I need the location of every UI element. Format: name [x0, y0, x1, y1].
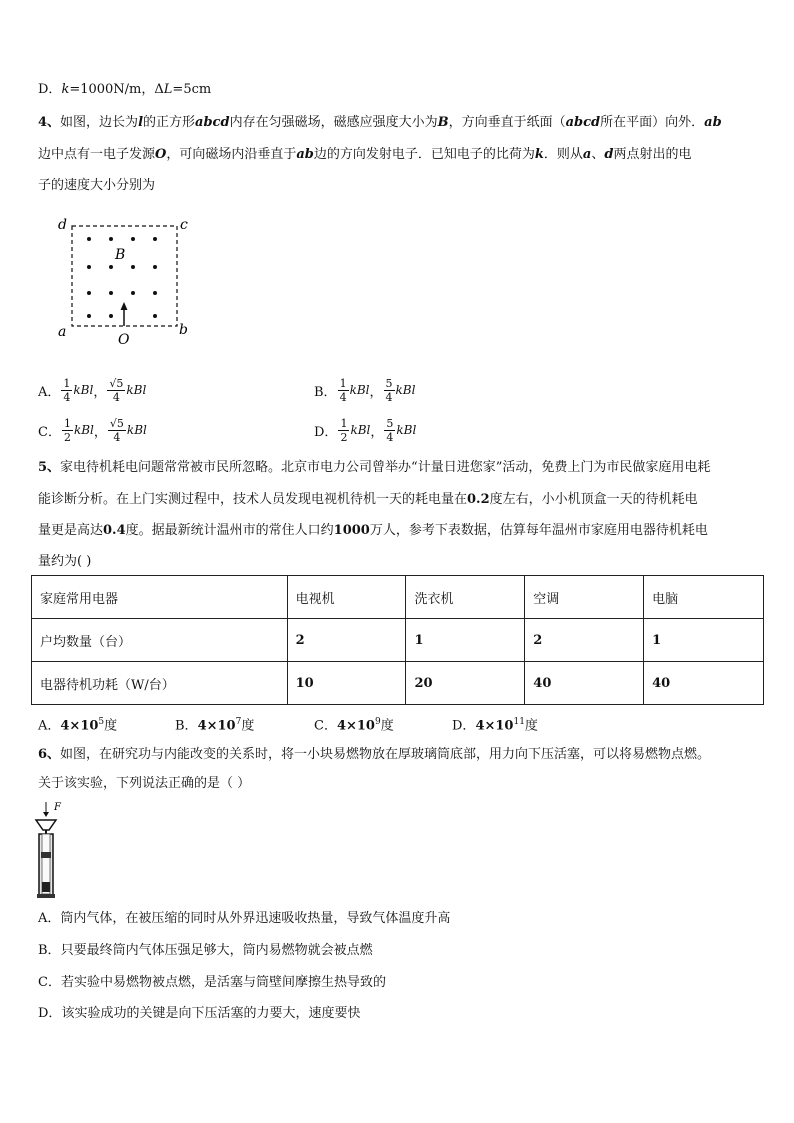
text: 边的方向发射电子．已知电子的比荷为	[313, 147, 535, 162]
text: 内存在匀强磁场，磁感应强度大小为	[229, 115, 438, 130]
text: 量约为( )	[38, 554, 92, 569]
force-arrow-head	[43, 812, 49, 817]
text: 度左右，小小机顶盒一天的待机耗电	[489, 492, 698, 507]
denominator: 4	[386, 430, 394, 444]
label-b: b	[179, 322, 188, 338]
option-label: B．	[38, 943, 61, 958]
row-label: 户均数量（台）	[32, 619, 288, 662]
separator: ，	[93, 384, 107, 400]
q6-option-a[interactable]	[38, 909, 763, 929]
label-F: F	[54, 802, 61, 813]
option-label: C．	[314, 718, 337, 734]
q4-stem-line1	[38, 113, 763, 133]
q6-stem-line2	[38, 774, 763, 794]
text: 量更是高达	[38, 523, 104, 538]
table-cell: 1	[406, 619, 525, 662]
piston-handle	[36, 820, 56, 830]
fraction	[62, 417, 73, 444]
option-label: A．	[38, 911, 61, 926]
table-cell: 40	[644, 662, 764, 705]
unit: kBl	[350, 423, 371, 437]
text: ．则从	[543, 147, 583, 162]
denominator: 2	[340, 430, 348, 444]
var: k	[534, 147, 544, 162]
option-text: 若实验中易燃物被点燃，是活塞与筒壁间摩擦生热导致的	[60, 975, 386, 990]
q5-stem-line4	[38, 552, 763, 572]
text: 所在平面）向外．	[600, 115, 705, 130]
k-value: =1000N/m，Δ	[69, 82, 164, 97]
numerator: √5	[109, 376, 124, 390]
text: 能诊断分析。在上门实测过程中，技术人员发现电视机待机一天的耗电量在	[38, 492, 468, 507]
fraction	[384, 377, 395, 404]
q5-stem-line3	[38, 521, 763, 541]
label-a: a	[58, 324, 67, 340]
option-text: 该实验成功的关键是向下压活塞的力要大，速度要快	[61, 1006, 361, 1021]
text: ，可向磁场内沿垂直于	[166, 147, 297, 162]
q4-option-c[interactable]	[38, 408, 147, 452]
option-label: A．	[38, 718, 61, 734]
q4-stem-line2	[38, 145, 763, 165]
q5-stem-line1	[38, 458, 763, 478]
option-label: B．	[175, 718, 198, 734]
cylinder-base	[37, 894, 55, 898]
table-row	[32, 662, 764, 705]
header-cell: 空调	[525, 576, 644, 619]
var: ab	[704, 115, 722, 130]
var: ab	[296, 147, 314, 162]
q4-option-a[interactable]	[38, 368, 146, 412]
numerator: 1	[63, 376, 71, 390]
fraction	[108, 417, 126, 444]
option-label: D．	[314, 424, 338, 440]
var: l	[138, 115, 144, 130]
var: d	[604, 147, 614, 162]
option-label: D．	[452, 718, 476, 734]
var-L: L	[163, 82, 173, 97]
text: 度。据最新统计温州市的常住人口约	[125, 523, 334, 538]
var-k: k	[61, 82, 70, 97]
table-cell: 40	[525, 662, 644, 705]
value: 4×10	[60, 718, 99, 734]
table-header-row	[32, 576, 764, 619]
table-cell: 1	[644, 619, 764, 662]
text: 两点射出的电	[613, 147, 692, 162]
numerator: 1	[63, 416, 71, 430]
q6-option-b[interactable]	[38, 941, 763, 961]
unit: 度	[104, 718, 118, 734]
option-label: D．	[38, 82, 62, 97]
option-label: D．	[38, 1006, 62, 1021]
q5-table	[31, 575, 764, 705]
q4-option-d[interactable]	[314, 408, 416, 452]
text: 的正方形	[143, 115, 196, 130]
text: ，方向垂直于纸面（	[448, 115, 566, 130]
q6-stem-line1	[38, 745, 763, 765]
numerator: 5	[386, 416, 394, 430]
unit: kBl	[126, 423, 147, 437]
option-label: C．	[38, 424, 61, 440]
unit: kBl	[395, 383, 416, 397]
header-cell: 电脑	[644, 576, 764, 619]
numerator: 1	[339, 376, 347, 390]
label-B: B	[115, 247, 126, 263]
q5-stem-line2	[38, 490, 763, 510]
header-cell: 电视机	[287, 576, 406, 619]
fraction	[61, 377, 72, 404]
denominator: 4	[63, 390, 71, 404]
var: a	[582, 147, 592, 162]
unit: 度	[380, 718, 394, 734]
option-label: A．	[38, 384, 61, 400]
exponent: 5	[98, 717, 105, 727]
option-text: 筒内气体，在被压缩的同时从外界迅速吸收热量，导致气体温度升高	[60, 911, 451, 926]
fraction	[338, 377, 349, 404]
header-cell: 家庭常用电器	[32, 576, 288, 619]
q3-option-d	[38, 80, 763, 100]
text: 子的速度大小分别为	[38, 178, 156, 193]
fraction	[384, 417, 395, 444]
var: B	[437, 115, 449, 130]
unit: kBl	[73, 423, 94, 437]
label-O: O	[118, 332, 130, 348]
table-row	[32, 619, 764, 662]
denominator: 4	[339, 390, 347, 404]
arrow-head	[121, 302, 128, 310]
exponent: 7	[235, 717, 242, 727]
option-label: B．	[314, 384, 337, 400]
question-number: 5、	[38, 460, 61, 475]
option-label: C．	[38, 975, 61, 990]
q4-option-b[interactable]	[314, 368, 415, 412]
option-text: 只要最终筒内气体压强足够大，筒内易燃物就会被点燃	[60, 943, 373, 958]
q5-option-d[interactable]	[452, 712, 538, 732]
q5-option-b[interactable]	[175, 712, 254, 732]
table-cell: 20	[406, 662, 525, 705]
unit: 度	[241, 718, 255, 734]
unit: kBl	[73, 383, 94, 397]
text: 如图，在研究功与内能改变的关系时，将一小块易燃物放在厚玻璃筒底部，用力向下压活塞，可以将易燃物点燃。	[60, 747, 711, 762]
unit: kBl	[396, 423, 417, 437]
table-cell: 2	[287, 619, 406, 662]
value: 4×10	[197, 718, 236, 734]
value: 4×10	[475, 718, 514, 734]
denominator: 4	[385, 390, 393, 404]
q5-option-a[interactable]	[38, 712, 117, 732]
value: 0.4	[103, 523, 126, 538]
separator: ，	[93, 424, 107, 440]
exponent: 9	[374, 717, 381, 727]
value: 0.2	[467, 492, 490, 507]
q6-option-d[interactable]	[38, 1004, 763, 1024]
unit: 度	[524, 718, 538, 734]
denominator: 2	[63, 430, 71, 444]
header-cell: 洗衣机	[406, 576, 525, 619]
text: 万人，参考下表数据，估算每年温州市家庭用电器待机耗电	[369, 523, 708, 538]
exponent: 11	[513, 717, 525, 727]
fraction	[107, 377, 125, 404]
text: 边中点有一电子发源	[38, 147, 156, 162]
label-c: c	[180, 217, 188, 233]
var: O	[155, 147, 167, 162]
flammable-material	[42, 882, 50, 892]
denominator: 4	[112, 390, 120, 404]
q5-option-c[interactable]	[314, 712, 394, 732]
text: 、	[591, 147, 605, 162]
question-number: 4、	[38, 115, 61, 130]
numerator: 1	[340, 416, 348, 430]
L-value: =5cm	[172, 82, 212, 97]
var: abcd	[565, 115, 601, 130]
table-cell: 10	[287, 662, 406, 705]
text: 关于该实验，下列说法正确的是（ ）	[38, 776, 251, 791]
question-number: 6、	[38, 747, 61, 762]
value: 1000	[333, 523, 370, 538]
q6-piston-cylinder-figure	[32, 800, 76, 900]
value: 4×10	[336, 718, 375, 734]
numerator: 5	[385, 376, 393, 390]
denominator: 4	[113, 430, 121, 444]
unit: kBl	[126, 383, 147, 397]
separator: ，	[370, 424, 384, 440]
q4-stem-line3	[38, 176, 763, 196]
var: abcd	[195, 115, 230, 130]
fraction	[338, 417, 349, 444]
q6-option-c[interactable]	[38, 973, 763, 993]
text: 家电待机耗电问题常常被市民所忽略。北京市电力公司曾举办“计量日进您家”活动，免费上门为市民做家庭用电耗	[60, 460, 711, 475]
q4-magnetic-field-figure	[52, 212, 202, 352]
table-cell: 2	[525, 619, 644, 662]
text: 如图，边长为	[60, 115, 139, 130]
unit: kBl	[349, 383, 370, 397]
numerator: √5	[109, 416, 124, 430]
label-d: d	[58, 217, 67, 233]
separator: ，	[369, 384, 383, 400]
piston	[41, 852, 51, 858]
row-label: 电器待机功耗（W/台）	[32, 662, 288, 705]
